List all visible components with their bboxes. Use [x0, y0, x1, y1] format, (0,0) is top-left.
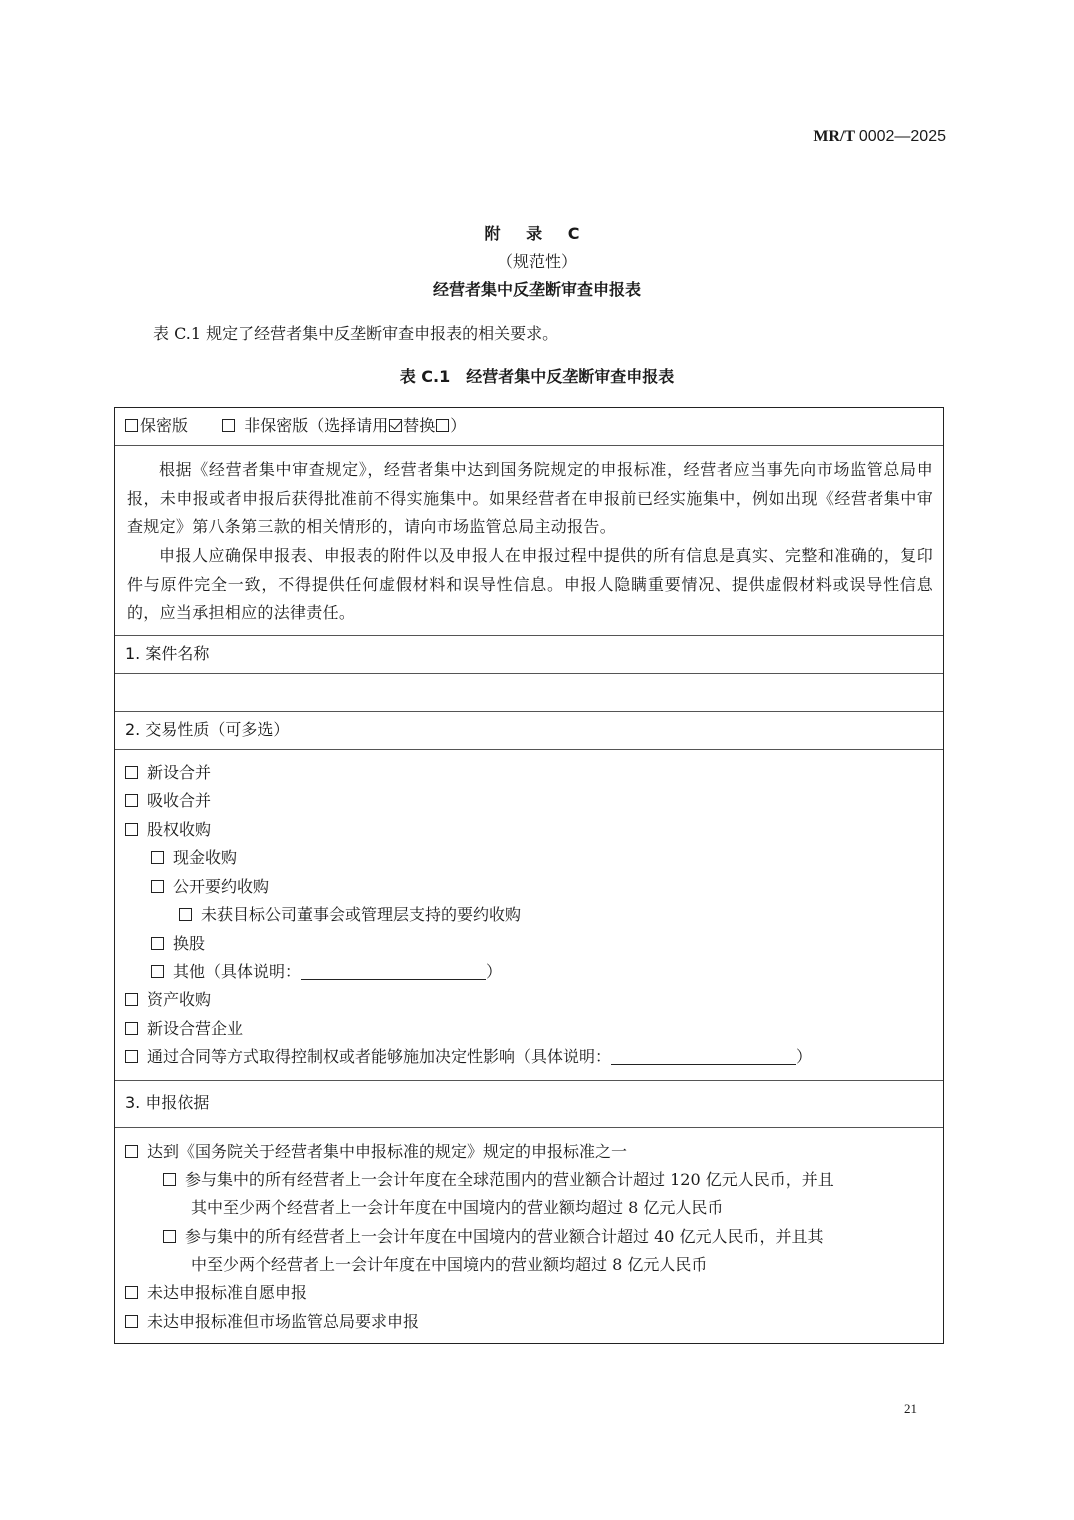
standard-prefix: MR/T	[813, 128, 859, 145]
checkbox[interactable]	[151, 880, 164, 893]
section-3-title: 3. 申报依据	[125, 1093, 210, 1112]
option-cash-acquisition[interactable]: 现金收购	[151, 844, 237, 872]
option-other[interactable]: 其他（具体说明： ）	[151, 958, 502, 986]
option-absorb-merger[interactable]: 吸收合并	[125, 787, 211, 815]
checkbox[interactable]	[151, 965, 164, 978]
unchecked-sample-icon	[436, 419, 449, 432]
confidential-checkbox[interactable]	[125, 419, 138, 432]
version-row	[115, 408, 943, 446]
replace-label: 替换	[403, 416, 436, 435]
appendix-intro: 表 C.1 规定了经营者集中反垄断审查申报表的相关要求。	[153, 324, 559, 343]
contract-specify-blank[interactable]	[611, 1048, 796, 1065]
checkbox[interactable]	[163, 1230, 176, 1243]
checkbox[interactable]	[125, 794, 138, 807]
appendix-norm-type: （规范性）	[496, 252, 577, 271]
section-2-header	[115, 712, 943, 750]
option-new-merger[interactable]: 新设合并	[125, 759, 211, 787]
basis-global-turnover[interactable]: 参与集中的所有经营者上一会计年度在全球范围内的营业额合计超过 120 亿元人民币，并且	[163, 1166, 834, 1194]
basis-meets-standard[interactable]: 达到《国务院关于经营者集中申报标准的规定》规定的申报标准之一	[125, 1138, 627, 1166]
section-1-header	[115, 636, 943, 674]
basis-voluntary[interactable]: 未达申报标准自愿申报	[125, 1279, 307, 1307]
basis-china-turnover-cont: 中至少两个经营者上一会计年度在中国境内的营业额均超过 8 亿元人民币	[191, 1255, 708, 1274]
table-title: 表 C.1 经营者集中反垄断审查申报表	[399, 367, 675, 386]
option-equity-acquisition[interactable]: 股权收购	[125, 816, 211, 844]
basis-global-turnover-cont: 其中至少两个经营者上一会计年度在中国境内的营业额均超过 8 亿元人民币	[191, 1198, 724, 1217]
notice-row	[115, 446, 943, 636]
checkbox[interactable]	[179, 908, 192, 921]
checkbox[interactable]	[125, 1145, 138, 1158]
checkbox[interactable]	[151, 851, 164, 864]
option-contract-control[interactable]: 通过合同等方式取得控制权或者能够施加决定性影响（具体说明： ）	[125, 1043, 812, 1071]
section-2-title: 2. 交易性质（可多选）	[125, 720, 290, 739]
appendix-label: 附 录 C	[484, 224, 590, 243]
option-asset-acquisition[interactable]: 资产收购	[125, 986, 211, 1014]
non-confidential-label: 非保密版（选择请用	[244, 416, 389, 435]
basis-china-turnover[interactable]: 参与集中的所有经营者上一会计年度在中国境内的营业额合计超过 40 亿元人民币，并且其	[163, 1223, 824, 1251]
case-name-field[interactable]	[115, 674, 943, 712]
checkbox[interactable]	[163, 1173, 176, 1186]
notice-paragraph-1: 根据《经营者集中审查规定》，经营者集中达到国务院规定的申报标准，经营者应当事先向市场监管总局申报，未申报或者申报后获得批准前不得实施集中。如果经营者在申报前已经实施集中，例如出现《经营者集中审查规定》第八条第三款的相关情形的，请向市场监管总局主动报告。	[127, 460, 933, 536]
checkbox[interactable]	[151, 937, 164, 950]
section-3-header	[115, 1081, 943, 1128]
option-hostile-tender[interactable]: 未获目标公司董事会或管理层支持的要约收购	[179, 901, 521, 929]
section-2-options	[115, 750, 943, 1081]
version-options	[125, 412, 466, 440]
non-confidential-checkbox[interactable]	[222, 419, 235, 432]
checkbox[interactable]	[125, 823, 138, 836]
application-form-table	[114, 407, 944, 1344]
standard-number: 0002—2025	[858, 128, 946, 145]
other-specify-blank[interactable]	[301, 963, 486, 980]
standard-code	[813, 128, 946, 146]
checkbox[interactable]	[125, 1050, 138, 1063]
checkbox[interactable]	[125, 766, 138, 779]
appendix-title: 经营者集中反垄断审查申报表	[432, 280, 641, 299]
checkbox[interactable]	[125, 1286, 138, 1299]
checkbox[interactable]	[125, 1022, 138, 1035]
checkbox[interactable]	[125, 993, 138, 1006]
confidential-label: 保密版	[140, 416, 189, 435]
page-number: 21	[904, 1401, 917, 1416]
option-tender-offer[interactable]: 公开要约收购	[151, 873, 269, 901]
checkbox[interactable]	[125, 1315, 138, 1328]
option-share-swap[interactable]: 换股	[151, 930, 205, 958]
version-close: ）	[450, 416, 467, 435]
checked-sample-icon	[389, 419, 402, 432]
notice-paragraph-2: 申报人应确保申报表、申报表的附件以及申报人在申报过程中提供的所有信息是真实、完整和准确的，复印件与原件完全一致，不得提供任何虚假材料和误导性信息。申报人隐瞒重要情况、提供虚假材料或误导性信息的，应当承担相应的法律责任。	[127, 546, 933, 622]
basis-required-by-samr[interactable]: 未达申报标准但市场监管总局要求申报	[125, 1308, 419, 1336]
section-1-title: 1. 案件名称	[125, 644, 210, 663]
section-3-options	[115, 1128, 943, 1343]
option-joint-venture[interactable]: 新设合营企业	[125, 1015, 243, 1043]
